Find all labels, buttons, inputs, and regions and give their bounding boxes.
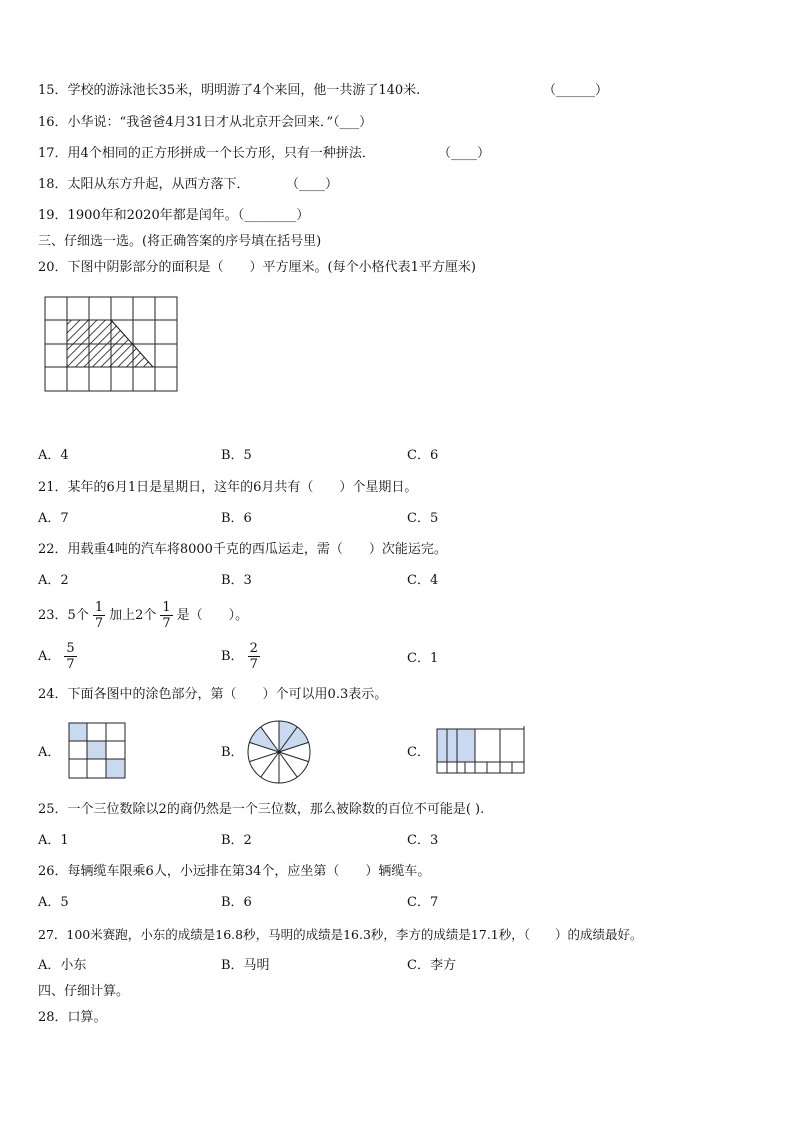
q23-option-a[interactable]: A． $\frac{5}{7}$ [38,641,75,672]
q24-figure-c-rectangle [434,726,528,776]
q22-option-a[interactable]: A．2 [38,573,69,588]
question-25: 25．一个三位数除以2的商仍然是一个三位数，那么被除数的百位不可能是( ). [38,802,485,817]
q25-option-c[interactable]: C．3 [407,833,439,848]
q20-option-b[interactable]: B．5 [221,448,252,463]
q21-option-b[interactable]: B．6 [221,511,252,526]
q20-option-a[interactable]: A．4 [38,448,69,463]
section-4-heading: 四、仔细计算。 [38,984,130,999]
question-15-text: 15．学校的游泳池长35米，明明游了4个来回，他一共游了140米. [38,83,421,98]
q22-option-b[interactable]: B．3 [221,573,252,588]
question-27: 27．100米赛跑，小东的成绩是16.8秒，马明的成绩是16.3秒，李方的成绩是17.1秒，（ ）的成绩最好。 [38,927,643,942]
q26-option-c[interactable]: C．7 [407,895,439,910]
q20-grid-figure [44,296,180,396]
question-15-answer-blank[interactable]: （______） [543,83,609,98]
question-18: 18．太阳从东方升起，从西方落下． [38,177,250,192]
q25-option-b[interactable]: B．2 [221,833,252,848]
q24-option-a-label[interactable]: A． [38,745,61,760]
q23-middle: 加上2个 [109,608,157,623]
question-26: 26．每辆缆车限乘6人，小远排在第34个，应坐第（ ）辆缆车。 [38,864,431,879]
q26-option-b[interactable]: B．6 [221,895,252,910]
q23-option-b[interactable]: B． $\frac{2}{7}$ [221,641,258,672]
q25-option-a[interactable]: A．1 [38,833,69,848]
question-18-answer-blank[interactable]: （____） [286,177,339,192]
q27-option-a[interactable]: A．小东 [38,958,87,973]
q23-option-c[interactable]: C．1 [407,651,439,666]
question-17-answer-blank[interactable]: （____） [438,146,491,161]
question-20: 20．下图中阴影部分的面积是（ ）平方厘米。(每个小格代表1平方厘米) [38,260,476,275]
q26-option-a[interactable]: A．5 [38,895,69,910]
q24-option-b-label[interactable]: B． [221,745,244,760]
q20-option-c[interactable]: C．6 [407,448,439,463]
question-16: 16．小华说：“我爸爸4月31日才从北京开会回来．”（___） [38,115,373,130]
q24-option-c-label[interactable]: C． [407,745,430,760]
q21-option-a[interactable]: A．7 [38,511,69,526]
question-19: 19．1900年和2020年都是闰年。（________） [38,208,310,223]
q23-suffix: 是（ ）。 [176,608,249,623]
q23-fraction-1: $\frac{1}{7}$ [94,600,104,631]
section-3-heading: 三、仔细选一选。(将正确答案的序号填在括号里) [38,234,322,249]
q22-option-c[interactable]: C．4 [407,573,439,588]
question-17: 17．用4个相同的正方形拼成一个长方形，只有一种拼法． [38,146,375,161]
question-24: 24．下面各图中的涂色部分，第（ ）个可以用0.3表示。 [38,687,388,702]
question-23 [38,600,248,631]
question-21: 21．某年的6月1日是星期日，这年的6月共有（ ）个星期日。 [38,480,418,495]
q24-figure-a-grid [68,722,128,780]
question-15 [38,82,420,100]
q23-fraction-2: $\frac{1}{7}$ [162,600,171,631]
q27-option-b[interactable]: B．马明 [221,958,270,973]
question-22: 22．用载重4吨的汽车将8000千克的西瓜运走，需（ ）次能运完。 [38,542,447,557]
question-28: 28．口算。 [38,1010,107,1025]
q24-figure-b-circle [246,719,312,785]
q21-option-c[interactable]: C．5 [407,511,439,526]
q27-option-c[interactable]: C．李方 [407,958,456,973]
q23-prefix: 23．5个 [38,608,89,623]
